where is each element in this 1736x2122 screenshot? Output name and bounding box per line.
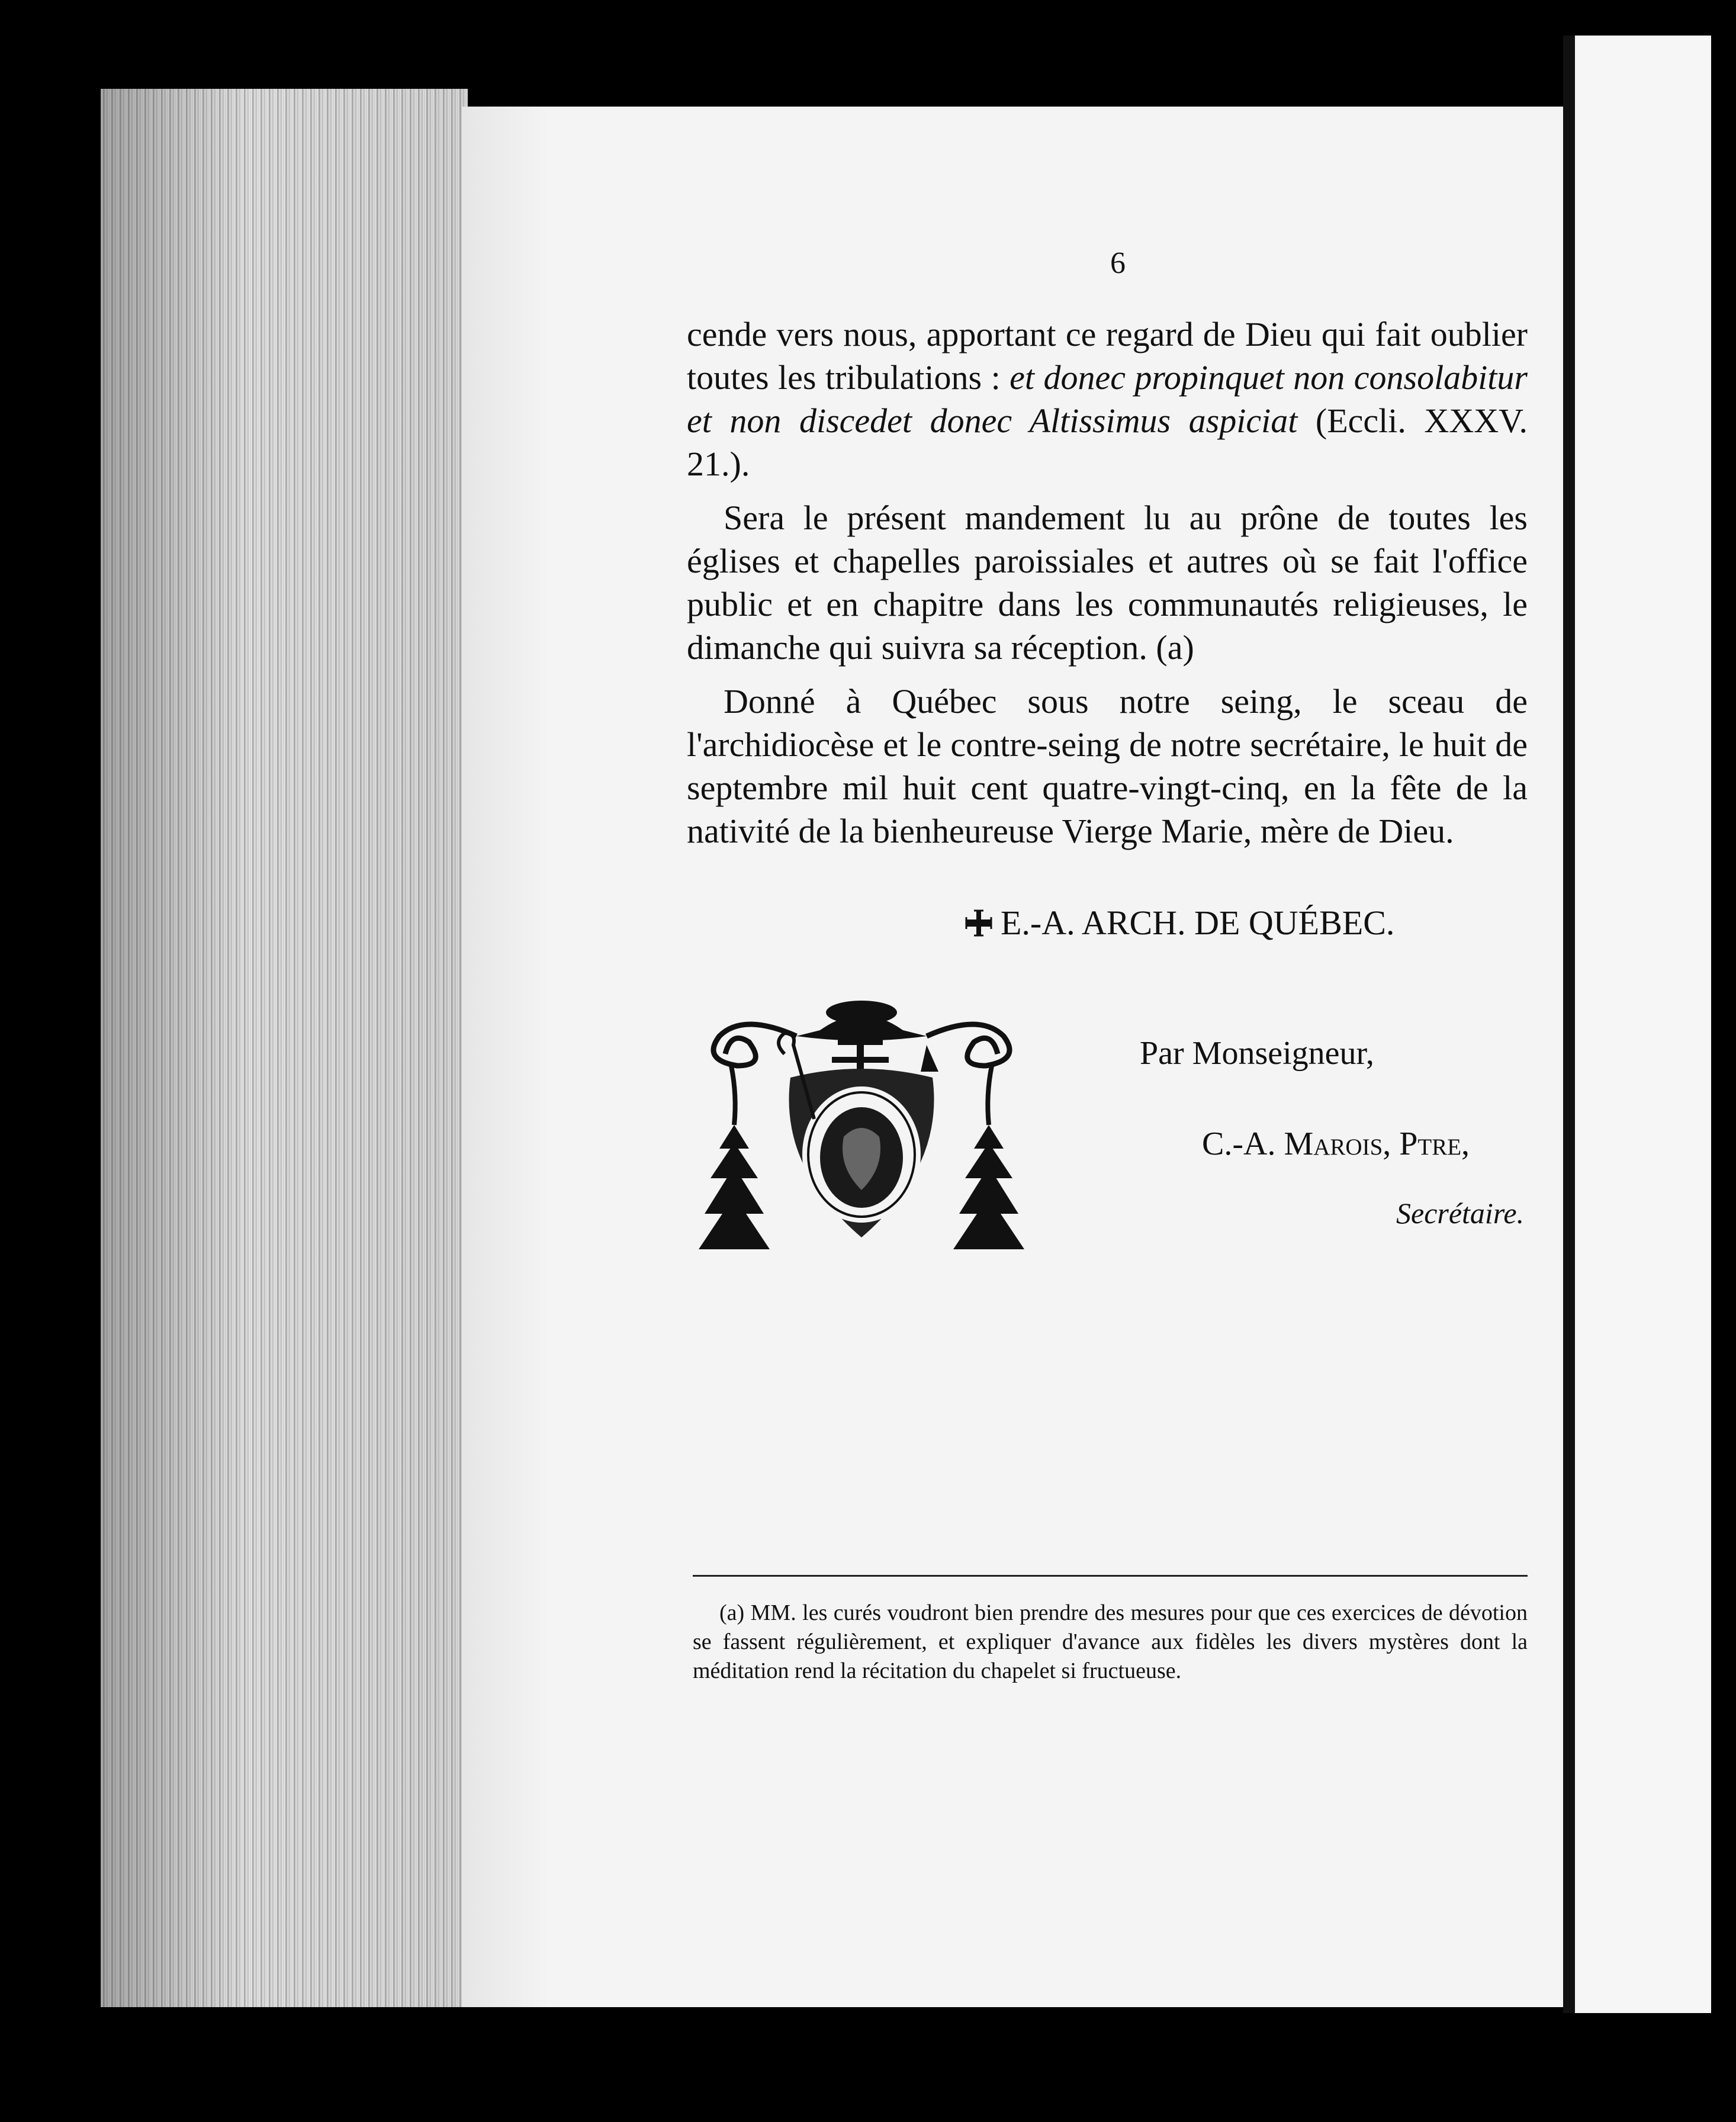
paragraph-2 — [687, 496, 1528, 669]
latin-quote: et donec propinquet non consolabitur et non discedet donec Altissimus aspiciat — [687, 358, 1528, 440]
paragraph-2-text: Sera le présent mandement lu au prône de toutes les églises et chapelles paroissiales et autres où se fait l'office public et en chapitre dans les communautés religieuses, le dimanche qui suivra sa réception. (a) — [687, 499, 1528, 667]
page-stack-shadow — [101, 89, 468, 2007]
paragraph-1-text-a: cende vers nous, apportant ce regard de Dieu qui fait oublier toutes les tribulations : — [687, 315, 1528, 397]
paragraph-1 — [687, 313, 1528, 486]
paragraph-3 — [687, 680, 1528, 853]
coat-of-arms-seal — [696, 989, 1027, 1267]
book-page — [462, 107, 1563, 2007]
par-monseigneur: Par Monseigneur, — [1140, 1035, 1374, 1072]
secretary-title: Secrétaire. — [1396, 1197, 1525, 1230]
page-number: 6 — [1110, 246, 1126, 280]
footnote-rule — [693, 1575, 1528, 1577]
paragraph-1-text-b: (Eccli. XXXV. 21.). — [687, 401, 1528, 483]
footnote-text: (a) MM. les curés voudront bien prendre des mesures pour que ces exercices de dévotion se fassent régulièrement, et expliquer d'avance aux fidèles les divers mystères dont la méditation rend la récitation du chapelet si fructueuse. — [693, 1600, 1528, 1683]
facing-page — [1575, 36, 1711, 2013]
facing-page-gutter — [1563, 36, 1575, 2013]
cross-icon — [965, 909, 992, 937]
footnote — [693, 1599, 1528, 1686]
paragraph-3-text: Donné à Québec sous notre seing, le sceau de l'archidiocèse et le contre-seing de notre secrétaire, le huit de septembre mil huit cent quatre-vingt-cinq, en la fête de la nativité de la bienheureuse Vierge Marie, mère de Dieu. — [687, 682, 1528, 850]
signature-text: E.-A. ARCH. DE QUÉBEC. — [1001, 904, 1395, 942]
archbishop-signature — [965, 903, 1394, 943]
secretary-name: C.-A. Marois, Ptre, — [1202, 1126, 1470, 1162]
